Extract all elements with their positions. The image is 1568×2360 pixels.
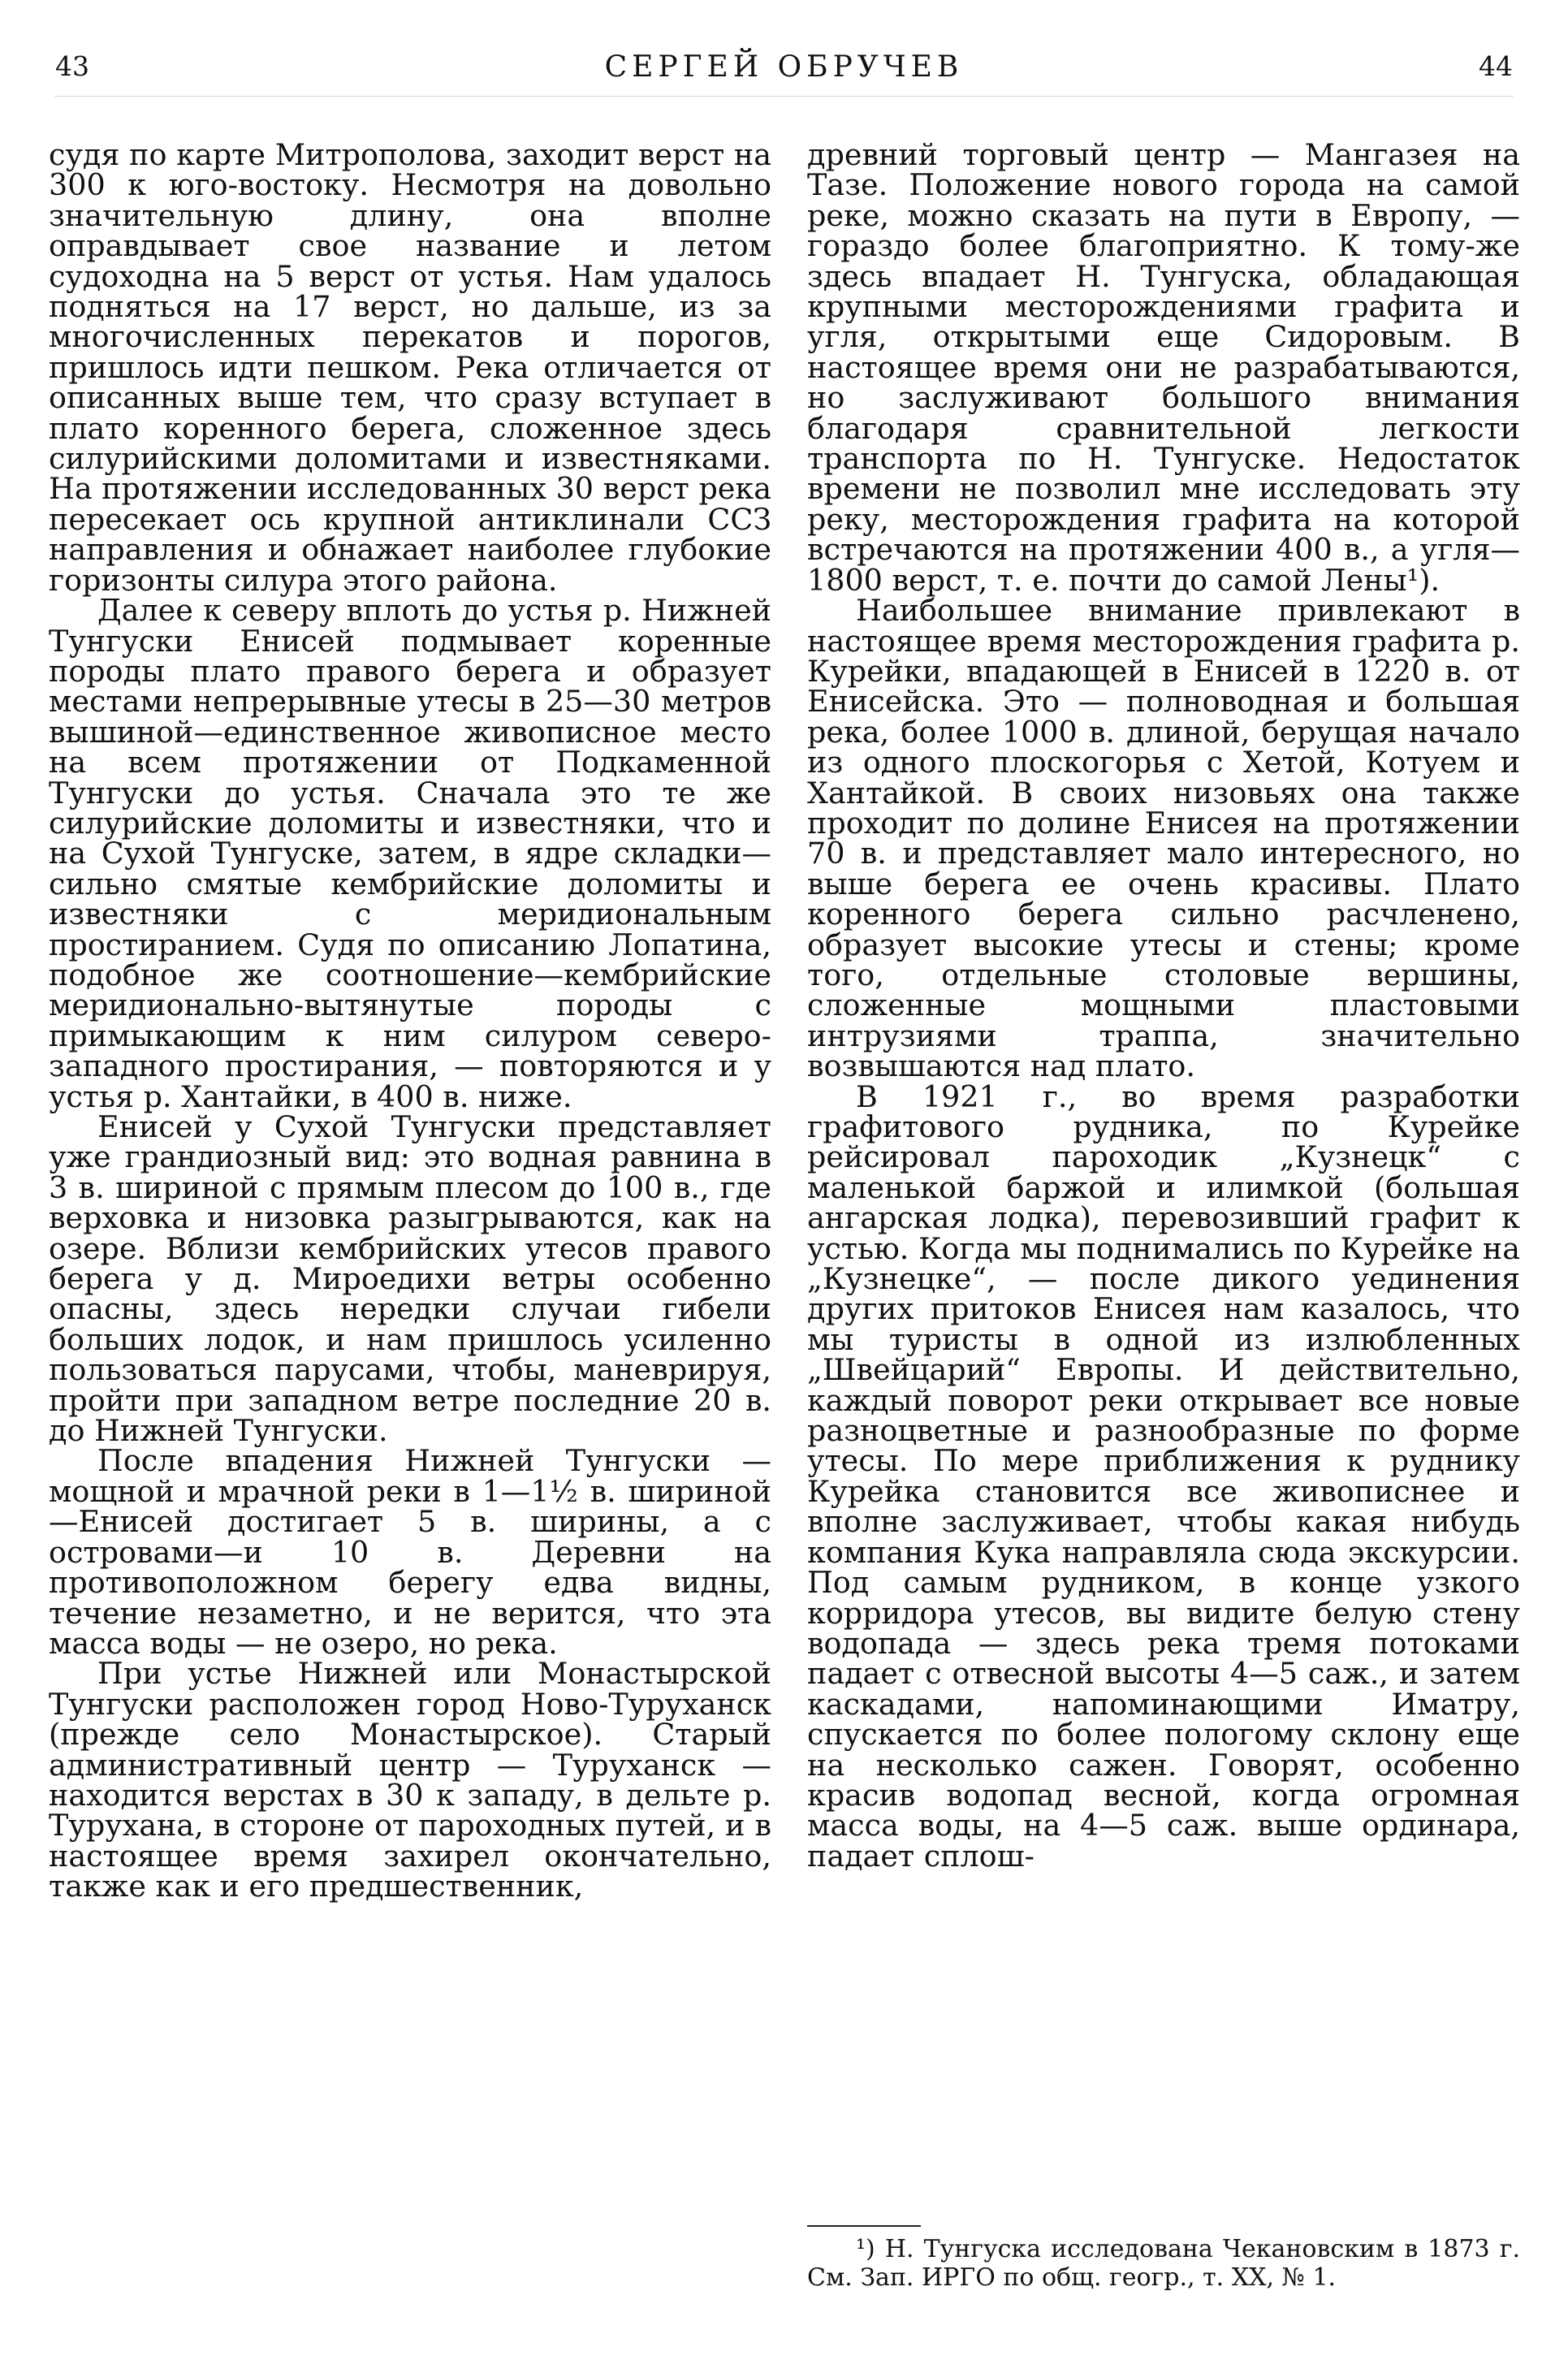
paragraph: Далее к северу вплоть до устья р. Нижней Тунгуски Енисей подмывает коренные породы плато правого берега и образует местами непрерывные утесы в 25—30 метров вышиной—единственное живописное место на всем протяжении от Подкаменной Тунгуски до устья. Сначала это те же силурийские доломиты и известняки, что и на Сухой Тунгуске, затем, в ядре складки—сильно смятые кембрийские доломиты и известняки с меридиональным простиранием. Судя по описанию Лопатина, подобное же соотношение—кембрийские меридионально-вытянутые породы с примыкающим к ним силуром северо-западного простирания, — повторяются и у устья р. Хантайки, в 400 в. ниже. xyxy=(49,593,771,1114)
footnote: ¹) Н. Тунгуска исследована Чекановским в 1873 г. См. Зап. ИРГО по общ. геогр., т. XX, № 1. xyxy=(807,2235,1520,2292)
paragraph: В 1921 г., во время разработки графитового рудника, по Курейке рейсировал пароходик „Кузнецк“ с маленькой баржой и илимкой (большая ангарская лодка), перевозивший графит к устью. Когда мы поднимались по Курейке на „Кузнецке“, — после дикого уединения других притоков Енисея нам казалось, что мы туристы в одной из излюбленных „Швейцарий“ Европы. И действительно, каждый поворот реки открывает все новые разноцветные и разнообразные по форме утесы. По мере приближения к руднику Курейка становится все живописнее и вполне заслуживает, чтобы какая нибудь компания Кука направляла сюда экскурсии. Под самым рудником, в конце узкого корридора утесов, вы видите белую стену водопада — здесь река тремя потоками падает с отвесной высоты 4—5 саж., и затем каскадами, напоминающими Иматру, спускается по более пологому склону еще на несколько сажен. Говорят, особенно красив водопад весной, когда огромная масса воды, на 4—5 саж. выше ординара, падает сплош- xyxy=(807,1078,1520,1874)
page-header xyxy=(55,50,1513,99)
page-number-right: 44 xyxy=(1479,50,1513,82)
header-rule xyxy=(55,96,1513,97)
page-number-left: 43 xyxy=(55,50,89,82)
paragraph: При устье Нижней или Монастырской Тунгуски расположен город Ново-Туруханск (прежде село Монастырское). Старый административный центр — Туруханск — находится верстах в 30 к западу, в дельте р. Турухана, в стороне от пароходных путей, и в настоящее время захирел окончательно, также как и его предшественник, xyxy=(49,1656,771,1904)
left-column xyxy=(49,137,771,1904)
running-title: СЕРГЕЙ ОБРУЧЕВ xyxy=(604,50,964,84)
footnote-rule xyxy=(807,2225,921,2227)
paragraph: Енисей у Сухой Тунгуски представляет уже грандиозный вид: это водная равнина в 3 в. шириной с прямым плесом до 100 в., где верховка и низовка разыгрываются, как на озере. Вблизи кембрийских утесов правого берега у д. Мироедихи ветры особенно опасны, здесь нередки случаи гибели больших лодок, и нам пришлось усиленно пользоваться парусами, чтобы, маневрируя, пройти при западном ветре последние 20 в. до Нижней Тунгуски. xyxy=(49,1109,771,1449)
paragraph: После впадения Нижней Тунгуски — мощной и мрачной реки в 1—1½ в. шириной—Енисей достигает 5 в. ширины, а с островами—и 10 в. Деревни на противоположном берегу едва видны, течение незаметно, и не верится, что эта масса воды — не озеро, но река. xyxy=(49,1443,771,1661)
right-column xyxy=(807,137,1520,1874)
paragraph: Наибольшее внимание привлекают в настоящее время месторождения графита р. Курейки, впадающей в Енисей в 1220 в. от Енисейска. Это — полноводная и большая река, более 1000 в. длиной, берущая начало из одного плоскогорья с Хетой, Котуем и Хантайкой. В своих низовьях она также проходит по долине Енисея на протяжении 70 в. и представляет мало интересного, но выше берега ее очень красивы. Плато коренного берега сильно расчленено, образует высокие утесы и стены; кроме того, отдельные столовые вершины, сложенные мощными пластовыми интрузиями траппа, значительно возвышаются над плато. xyxy=(807,593,1520,1084)
paragraph: судя по карте Митрополова, заходит верст на 300 к юго-востоку. Несмотря на довольно значительную длину, она вполне оправдывает свое название и летом судоходна на 5 верст от устья. Нам удалось подняться на 17 верст, но дальше, из за многочисленных перекатов и порогов, пришлось идти пешком. Река отличается от описанных выше тем, что сразу вступает в плато коренного берега, сложенное здесь силурийскими доломитами и известняками. На протяжении исследованных 30 верст река пересекает ось крупной антиклинали ССЗ направления и обнажает наиболее глубокие горизонты силура этого района. xyxy=(49,137,771,598)
paragraph: древний торговый центр — Мангазея на Тазе. Положение нового города на самой реке, можно сказать на пути в Европу, — гораздо более благоприятно. К тому-же здесь впадает Н. Тунгуска, обладающая крупными месторождениями графита и угля, открытыми еще Сидоровым. В настоящее время они не разрабатываются, но заслуживают большого внимания благодаря сравнительной легкости транспорта по Н. Тунгуске. Недостаток времени не позволил мне исследовать эту реку, месторождения графита на которой встречаются на протяжении 400 в., а угля—1800 верст, т. е. почти до самой Лены¹). xyxy=(807,137,1520,598)
